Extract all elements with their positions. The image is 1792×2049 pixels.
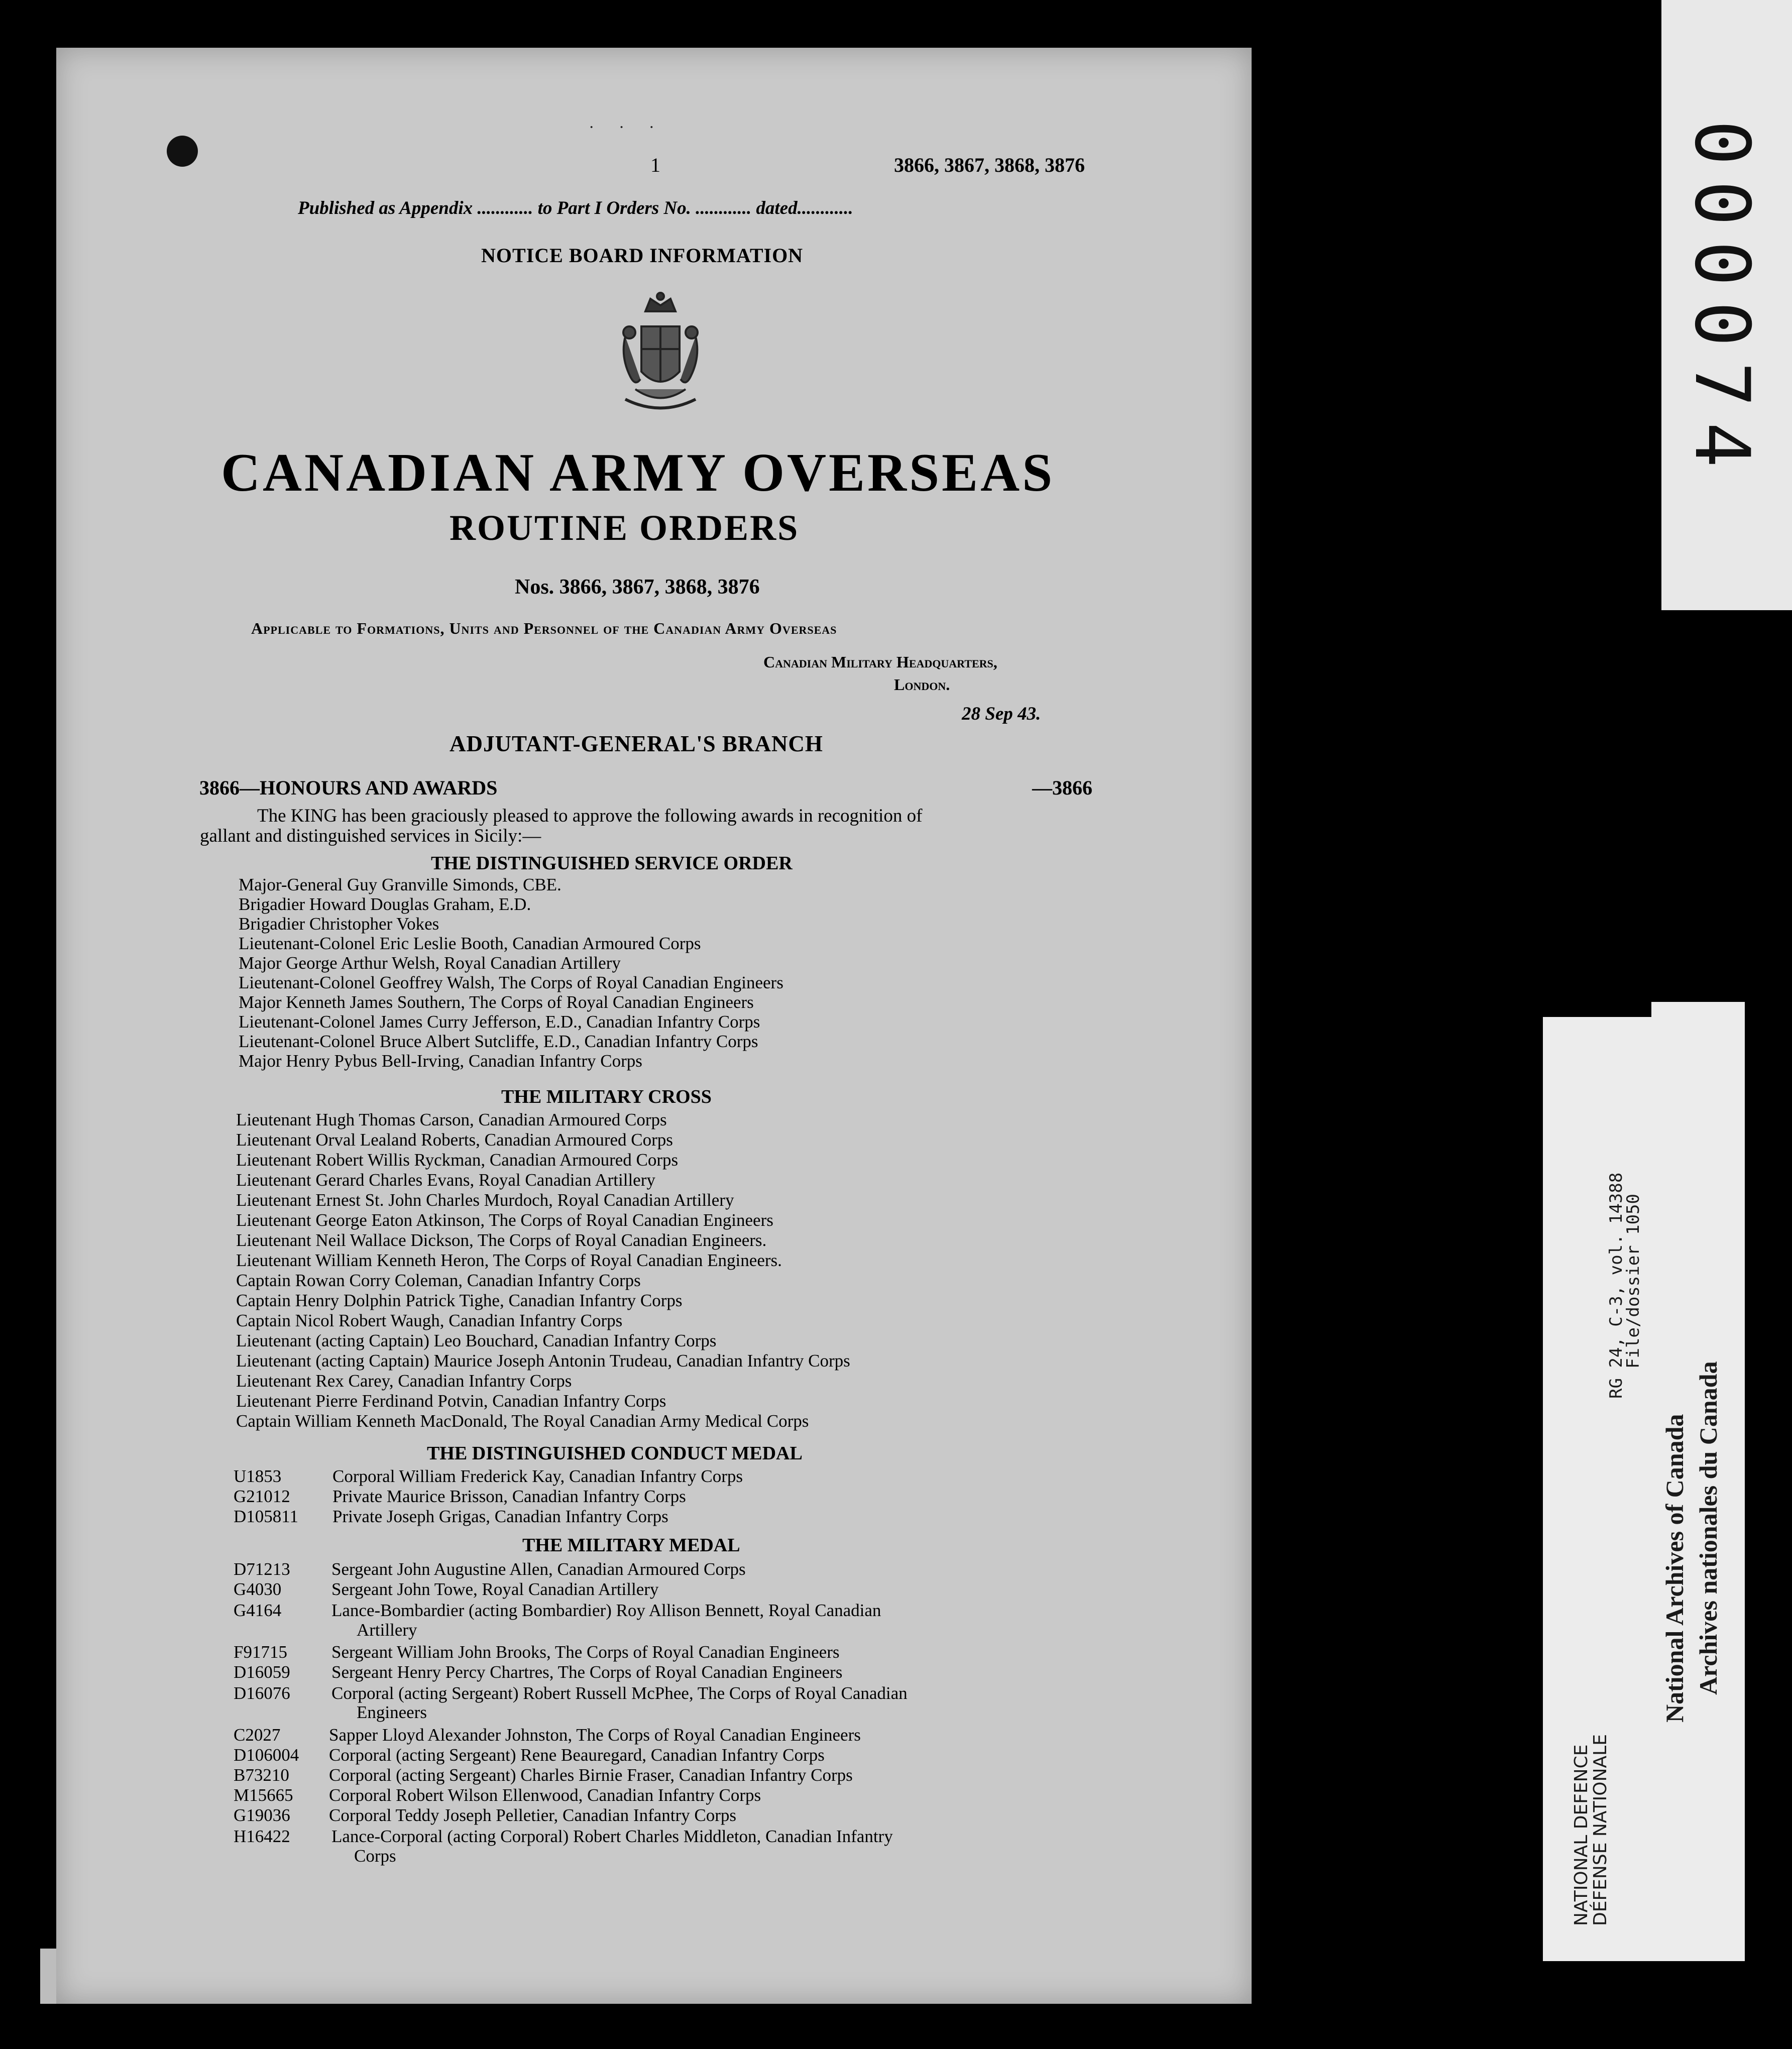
mm-name-continued: Artillery — [357, 1620, 417, 1640]
archives-name-french: Archives nationales du Canada — [1694, 1361, 1722, 1695]
service-number: G4030 — [234, 1579, 282, 1599]
service-number: D16059 — [234, 1662, 290, 1682]
service-number: G4164 — [234, 1601, 282, 1620]
service-number: B73210 — [234, 1765, 289, 1785]
order-numbers: 3866, 3867, 3868, 3876 — [894, 154, 1085, 176]
mm-name: Lance-Corporal (acting Corporal) Robert Charles Middleton, Canadian Infantry — [331, 1827, 893, 1846]
section-number: —3866 — [1032, 776, 1092, 799]
intro-text-line-1: The KING has been graciously pleased to approve the following awards in recognition of — [257, 806, 923, 826]
mm-name: Lance-Bombardier (acting Bombardier) Roy Allison Bennett, Royal Canadian — [331, 1601, 881, 1620]
dso-name: Lieutenant-Colonel Eric Leslie Booth, Canadian Armoured Corps — [239, 934, 701, 953]
notice-heading: NOTICE BOARD INFORMATION — [481, 244, 804, 267]
dso-name: Lieutenant-Colonel James Curry Jefferson, E.D., Canadian Infantry Corps — [239, 1012, 760, 1032]
dcm-name: Private Joseph Grigas, Canadian Infantry Corps — [332, 1507, 668, 1526]
service-number: D106004 — [234, 1745, 299, 1765]
punch-hole — [167, 136, 198, 167]
service-number: D71213 — [234, 1559, 290, 1579]
mm-name: Corporal (acting Sergeant) Robert Russell McPhee, The Corps of Royal Canadian — [331, 1683, 908, 1703]
mm-name: Corporal (acting Sergeant) Rene Beauregard, Canadian Infantry Corps — [329, 1745, 825, 1765]
dcm-name: Private Maurice Brisson, Canadian Infantry Corps — [332, 1487, 686, 1506]
dcm-name: Corporal William Frederick Kay, Canadian Infantry Corps — [332, 1466, 743, 1486]
mc-name: Lieutenant Gerard Charles Evans, Royal Canadian Artillery — [236, 1170, 655, 1190]
department-line-2: DÉFENSE NATIONALE — [1590, 1734, 1611, 1926]
mc-name: Lieutenant (acting Captain) Leo Bouchard, Canadian Infantry Corps — [236, 1331, 717, 1350]
archive-reference-line-1: RG 24, C-3, vol. 14388 — [1606, 1172, 1626, 1399]
mm-name: Corporal Robert Wilson Ellenwood, Canadian Infantry Corps — [329, 1785, 761, 1805]
mc-name: Lieutenant Pierre Ferdinand Potvin, Canadian Infantry Corps — [236, 1391, 666, 1411]
dso-name: Major-General Guy Granville Simonds, CBE. — [239, 875, 562, 894]
dso-name: Lieutenant-Colonel Bruce Albert Sutcliffe, E.D., Canadian Infantry Corps — [239, 1032, 758, 1051]
service-number: H16422 — [234, 1827, 290, 1846]
service-number: G21012 — [234, 1487, 290, 1506]
mc-name: Captain Nicol Robert Waugh, Canadian Infantry Corps — [236, 1311, 623, 1330]
department-line-1: NATIONAL DEFENCE — [1571, 1744, 1592, 1926]
service-number: F91715 — [234, 1642, 287, 1662]
archive-reference-line-2: File/dossier 1050 — [1623, 1194, 1643, 1369]
service-number: G19036 — [234, 1805, 290, 1825]
mc-name: Captain Rowan Corry Coleman, Canadian Infantry Corps — [236, 1271, 641, 1290]
service-number: U1853 — [234, 1466, 282, 1486]
published-line: Published as Appendix ............ to Part I Orders No. ............ dated............ — [298, 198, 853, 218]
mc-name: Lieutenant Orval Lealand Roberts, Canadian Armoured Corps — [236, 1130, 673, 1150]
order-numbers-line: Nos. 3866, 3867, 3868, 3876 — [515, 576, 760, 599]
mc-name: Lieutenant Robert Willis Ryckman, Canadian Armoured Corps — [236, 1150, 679, 1170]
dso-heading: THE DISTINGUISHED SERVICE ORDER — [431, 853, 793, 874]
mc-name: Captain William Kenneth MacDonald, The Royal Canadian Army Medical Corps — [236, 1411, 809, 1431]
mm-name-continued: Corps — [354, 1846, 396, 1866]
frame-number-strip — [1661, 0, 1792, 610]
mm-name: Sergeant Henry Percy Chartres, The Corps of Royal Canadian Engineers — [331, 1662, 843, 1682]
archives-name-english: National Archives of Canada — [1660, 1414, 1689, 1723]
applicable-line: Applicable to Formations, Units and Personnel of the Canadian Army Overseas — [251, 619, 837, 637]
mc-name: Lieutenant Ernest St. John Charles Murdoch, Royal Canadian Artillery — [236, 1190, 734, 1210]
mm-heading: THE MILITARY MEDAL — [522, 1535, 740, 1556]
dcm-heading: THE DISTINGUISHED CONDUCT MEDAL — [427, 1443, 803, 1464]
mm-name: Sergeant William John Brooks, The Corps of Royal Canadian Engineers — [331, 1642, 840, 1662]
mc-name: Lieutenant Rex Carey, Canadian Infantry Corps — [236, 1371, 572, 1391]
mc-name: Lieutenant William Kenneth Heron, The Corps of Royal Canadian Engineers. — [236, 1250, 782, 1270]
section-heading: 3866—HONOURS AND AWARDS — [199, 776, 498, 799]
document-subtitle: ROUTINE ORDERS — [450, 508, 800, 548]
document-title: CANADIAN ARMY OVERSEAS — [221, 443, 1055, 503]
mm-name: Corporal Teddy Joseph Pelletier, Canadian Infantry Corps — [329, 1805, 737, 1825]
dso-name: Brigadier Howard Douglas Graham, E.D. — [239, 894, 531, 914]
mc-heading: THE MILITARY CROSS — [501, 1086, 712, 1107]
dso-name: Brigadier Christopher Vokes — [239, 914, 439, 934]
dso-name: Major Kenneth James Southern, The Corps of Royal Canadian Engineers — [239, 992, 754, 1012]
service-number: C2027 — [234, 1725, 281, 1745]
dso-name: Lieutenant-Colonel Geoffrey Walsh, The Corps of Royal Canadian Engineers — [239, 973, 783, 992]
mm-name: Sergeant John Augustine Allen, Canadian Armoured Corps — [331, 1559, 746, 1579]
mc-name: Lieutenant Neil Wallace Dickson, The Corps of Royal Canadian Engineers. — [236, 1230, 767, 1250]
coat-of-arms-icon — [610, 291, 711, 427]
headquarters-line-2: London. — [894, 675, 950, 694]
headquarters-line-1: Canadian Military Headquarters, — [763, 653, 997, 671]
mc-name: Captain Henry Dolphin Patrick Tighe, Canadian Infantry Corps — [236, 1291, 683, 1310]
mc-name: Lieutenant (acting Captain) Maurice Joseph Antonin Trudeau, Canadian Infantry Corps — [236, 1351, 850, 1371]
dso-name: Major Henry Pybus Bell-Irving, Canadian Infantry Corps — [239, 1051, 642, 1071]
intro-text-line-2: gallant and distinguished services in Sicily:— — [200, 826, 541, 846]
branch-heading: ADJUTANT-GENERAL'S BRANCH — [450, 731, 823, 756]
service-number: M15665 — [234, 1785, 293, 1805]
mm-name-continued: Engineers — [357, 1702, 427, 1722]
service-number: D105811 — [234, 1507, 298, 1526]
mm-name: Sapper Lloyd Alexander Johnston, The Corps of Royal Canadian Engineers — [329, 1725, 861, 1745]
page-number: 1 — [650, 154, 660, 176]
dso-name: Major George Arthur Welsh, Royal Canadian Artillery — [239, 953, 621, 973]
service-number: D16076 — [234, 1683, 290, 1703]
mm-name: Corporal (acting Sergeant) Charles Birnie Fraser, Canadian Infantry Corps — [329, 1765, 853, 1785]
mm-name: Sergeant John Towe, Royal Canadian Artillery — [331, 1579, 659, 1599]
ink-marks: · · · — [589, 118, 664, 137]
frame-number: 000074 — [1678, 120, 1765, 483]
order-date: 28 Sep 43. — [962, 704, 1041, 724]
mc-name: Lieutenant Hugh Thomas Carson, Canadian Armoured Corps — [236, 1110, 667, 1129]
mc-name: Lieutenant George Eaton Atkinson, The Corps of Royal Canadian Engineers — [236, 1210, 773, 1230]
